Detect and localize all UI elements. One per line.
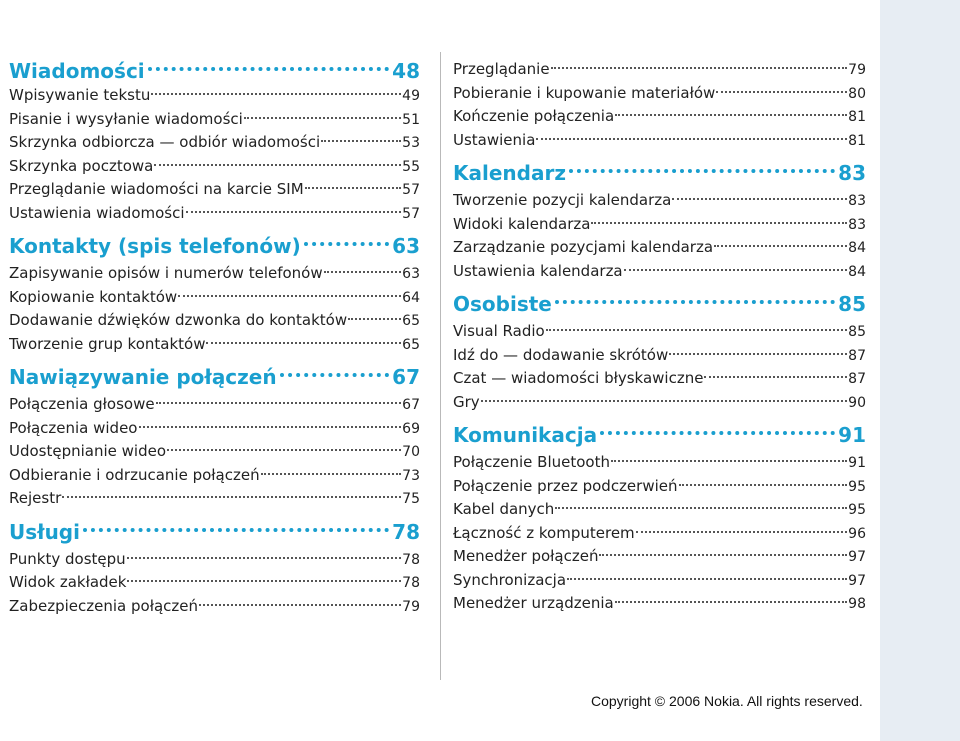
dot-leader	[199, 604, 401, 606]
toc-entry[interactable]	[9, 84, 420, 108]
entry-page-number: 87	[848, 347, 866, 364]
toc-entry[interactable]	[453, 58, 866, 82]
dot-leader	[555, 300, 835, 304]
toc-entry[interactable]	[9, 333, 420, 357]
toc-entry[interactable]	[453, 236, 866, 260]
dot-leader	[324, 271, 402, 273]
section-title: Kalendarz	[453, 161, 566, 185]
dot-leader	[636, 531, 848, 533]
toc-entry[interactable]	[9, 178, 420, 202]
toc-entry[interactable]	[453, 522, 866, 546]
entry-page-number: 64	[402, 289, 420, 306]
toc-section	[9, 517, 420, 619]
entry-title: Ustawienia	[453, 130, 536, 149]
entry-page-number: 84	[848, 263, 866, 280]
dot-leader	[186, 211, 402, 213]
entry-page-number: 81	[848, 132, 866, 149]
toc-entry[interactable]	[9, 286, 420, 310]
toc-entry[interactable]	[9, 464, 420, 488]
entry-page-number: 84	[848, 240, 866, 256]
entry-title: Połączenia wideo	[9, 418, 138, 437]
dot-leader	[280, 373, 390, 377]
dot-leader	[600, 431, 835, 435]
toc-entry[interactable]	[453, 569, 866, 593]
dot-leader	[555, 507, 847, 509]
toc-entry[interactable]	[9, 309, 420, 333]
dot-leader	[551, 67, 848, 69]
section-page-number: 63	[392, 234, 420, 258]
section-title: Nawiązywanie połączeń	[9, 365, 277, 389]
toc-entry[interactable]	[453, 260, 866, 284]
toc-right-column	[453, 58, 866, 616]
entry-title: Kabel danych	[453, 500, 555, 518]
entry-title: Przeglądanie wiadomości na karcie SIM	[9, 180, 304, 198]
toc-entry[interactable]	[9, 440, 420, 464]
entry-title: Pobieranie i kupowanie materiałów	[453, 83, 716, 102]
toc-entry[interactable]	[453, 129, 866, 153]
entry-page-number: 98	[848, 596, 866, 612]
toc-entry[interactable]	[9, 548, 420, 572]
entry-title: Widoki kalendarza	[453, 214, 591, 233]
toc-section	[453, 289, 866, 420]
entry-title: Zabezpieczenia połączeń	[9, 596, 199, 615]
dot-leader	[567, 578, 847, 580]
toc-entry[interactable]	[453, 391, 866, 415]
dot-leader	[716, 91, 847, 93]
dot-leader	[611, 460, 847, 462]
entry-title: Wpisywanie tekstu	[9, 86, 151, 104]
toc-entry[interactable]	[9, 202, 420, 226]
entry-title: Połączenia głosowe	[9, 395, 155, 413]
section-page-number: 91	[838, 423, 866, 447]
entry-title: Kopiowanie kontaktów	[9, 287, 178, 306]
dot-leader	[148, 67, 389, 71]
section-heading[interactable]	[9, 231, 420, 262]
toc-entry[interactable]	[453, 545, 866, 569]
toc-section	[9, 58, 420, 231]
entry-page-number: 65	[402, 336, 420, 353]
dot-leader	[154, 164, 401, 166]
section-page-number: 78	[392, 519, 420, 544]
entry-title: Ustawienia wiadomości	[9, 203, 185, 222]
dot-leader	[714, 245, 847, 247]
entry-title: Visual Radio	[453, 322, 545, 340]
section-heading[interactable]	[453, 289, 866, 320]
toc-entry[interactable]	[453, 213, 866, 237]
toc-entry[interactable]	[453, 344, 866, 368]
entry-page-number: 51	[402, 111, 420, 128]
toc-entry[interactable]	[453, 189, 866, 213]
entry-title: Zarządzanie pozycjami kalendarza	[453, 238, 714, 256]
toc-section	[9, 231, 420, 362]
dot-leader	[304, 242, 389, 246]
toc-entry[interactable]	[9, 417, 420, 441]
dot-leader	[672, 198, 847, 200]
entry-page-number: 81	[848, 109, 866, 125]
dot-leader	[261, 473, 402, 475]
toc-entry[interactable]	[453, 475, 866, 499]
section-heading[interactable]	[9, 58, 420, 84]
entry-title: Menedżer urządzenia	[453, 594, 614, 612]
toc-entry[interactable]	[453, 82, 866, 106]
section-title: Osobiste	[453, 292, 552, 316]
toc-section	[453, 420, 866, 616]
entry-page-number: 87	[848, 371, 866, 387]
toc-entry[interactable]	[9, 595, 420, 619]
dot-leader	[546, 329, 847, 331]
toc-entry[interactable]	[9, 155, 420, 179]
entry-page-number: 78	[402, 575, 420, 591]
section-page-number: 48	[392, 59, 420, 83]
entry-page-number: 90	[848, 394, 866, 411]
entry-page-number: 97	[848, 572, 866, 589]
toc-entry[interactable]	[453, 451, 866, 475]
entry-title: Zapisywanie opisów i numerów telefonów	[9, 264, 323, 282]
entry-page-number: 67	[402, 397, 420, 413]
dot-leader	[536, 138, 847, 140]
toc-entry[interactable]	[9, 571, 420, 595]
entry-page-number: 53	[402, 135, 420, 151]
section-page-number: 67	[392, 365, 420, 389]
dot-leader	[704, 376, 847, 378]
toc-entry[interactable]	[453, 367, 866, 391]
dot-leader	[83, 528, 389, 532]
entry-title: Gry	[453, 392, 480, 411]
toc-entry[interactable]	[9, 262, 420, 286]
entry-title: Połączenie przez podczerwień	[453, 476, 678, 495]
dot-leader	[156, 402, 402, 404]
entry-page-number: 79	[848, 62, 866, 78]
dot-leader	[348, 318, 401, 320]
entry-title: Kończenie połączenia	[453, 107, 615, 125]
entry-page-number: 49	[402, 88, 420, 104]
section-page-number: 83	[838, 161, 866, 185]
entry-page-number: 70	[402, 444, 420, 460]
entry-title: Punkty dostępu	[9, 549, 126, 568]
entry-page-number: 69	[402, 420, 420, 437]
entry-title: Łączność z komputerem	[453, 523, 635, 542]
entry-title: Tworzenie grup kontaktów	[9, 334, 206, 353]
entry-title: Idź do — dodawanie skrótów	[453, 345, 669, 364]
dot-leader	[62, 496, 401, 498]
column-divider	[440, 52, 441, 680]
section-title: Usługi	[9, 519, 80, 544]
toc-entry[interactable]	[9, 487, 420, 511]
dot-leader	[167, 449, 401, 451]
toc-entry[interactable]	[453, 320, 866, 344]
entry-title: Udostępnianie wideo	[9, 442, 167, 460]
right-margin-band	[880, 0, 960, 741]
entry-title: Dodawanie dźwięków dzwonka do kontaktów	[9, 311, 348, 329]
section-page-number: 85	[838, 292, 866, 316]
toc-entry[interactable]	[453, 105, 866, 129]
dot-leader	[321, 140, 401, 142]
toc-section	[9, 362, 420, 517]
entry-title: Ustawienia kalendarza	[453, 261, 623, 280]
entry-page-number: 96	[848, 525, 866, 542]
entry-title: Tworzenie pozycji kalendarza	[453, 191, 672, 209]
entry-title: Widok zakładek	[9, 573, 127, 591]
entry-page-number: 85	[848, 324, 866, 340]
dot-leader	[624, 269, 848, 271]
entry-title: Synchronizacja	[453, 570, 567, 589]
section-heading[interactable]	[9, 362, 420, 393]
toc-entry[interactable]	[453, 498, 866, 522]
dot-leader	[569, 169, 835, 173]
dot-leader	[599, 554, 847, 556]
dot-leader	[591, 222, 847, 224]
entry-title: Menedżer połączeń	[453, 547, 599, 565]
section-title: Kontakty (spis telefonów)	[9, 234, 301, 258]
entry-page-number: 78	[402, 551, 420, 568]
toc-section	[453, 158, 866, 289]
entry-title: Czat — wiadomości błyskawiczne	[453, 369, 704, 387]
section-heading[interactable]	[453, 420, 866, 451]
dot-leader	[615, 114, 847, 116]
entry-title: Skrzynka odbiorcza — odbiór wiadomości	[9, 133, 321, 151]
section-title: Wiadomości	[9, 59, 145, 83]
entry-page-number: 65	[402, 313, 420, 329]
dot-leader	[615, 601, 847, 603]
dot-leader	[679, 484, 848, 486]
section-title: Komunikacja	[453, 423, 598, 447]
entry-page-number: 83	[848, 216, 866, 233]
toc-entry[interactable]	[9, 108, 420, 132]
copyright-notice: Copyright © 2006 Nokia. All rights reserved.	[591, 693, 863, 709]
entry-page-number: 63	[402, 266, 420, 282]
entry-title: Rejestr	[9, 489, 62, 507]
dot-leader	[127, 580, 401, 582]
entry-page-number: 95	[848, 502, 866, 518]
entry-page-number: 57	[402, 182, 420, 198]
toc-entry[interactable]	[453, 592, 866, 616]
entry-title: Połączenie Bluetooth	[453, 453, 610, 471]
entry-page-number: 73	[402, 467, 420, 484]
section-heading[interactable]	[453, 158, 866, 189]
dot-leader	[669, 353, 847, 355]
section-heading[interactable]	[9, 517, 420, 548]
entry-title: Odbieranie i odrzucanie połączeń	[9, 465, 260, 484]
entry-page-number: 91	[848, 455, 866, 471]
entry-title: Przeglądanie	[453, 60, 550, 78]
entry-page-number: 80	[848, 85, 866, 102]
toc-entry[interactable]	[9, 131, 420, 155]
dot-leader	[139, 426, 402, 428]
toc-entry[interactable]	[9, 393, 420, 417]
dot-leader	[481, 400, 848, 402]
dot-leader	[206, 342, 401, 344]
dot-leader	[127, 557, 402, 559]
dot-leader	[244, 117, 401, 119]
entry-page-number: 97	[848, 549, 866, 565]
entry-page-number: 55	[402, 158, 420, 175]
entry-title: Pisanie i wysyłanie wiadomości	[9, 109, 243, 128]
dot-leader	[151, 93, 401, 95]
entry-page-number: 95	[848, 478, 866, 495]
toc-section	[453, 58, 866, 158]
entry-page-number: 79	[402, 598, 420, 615]
toc-left-column	[9, 58, 420, 618]
entry-title: Skrzynka pocztowa	[9, 156, 154, 175]
dot-leader	[178, 295, 401, 297]
entry-page-number: 57	[402, 205, 420, 222]
dot-leader	[305, 187, 402, 189]
entry-page-number: 75	[402, 491, 420, 507]
entry-page-number: 83	[848, 193, 866, 209]
